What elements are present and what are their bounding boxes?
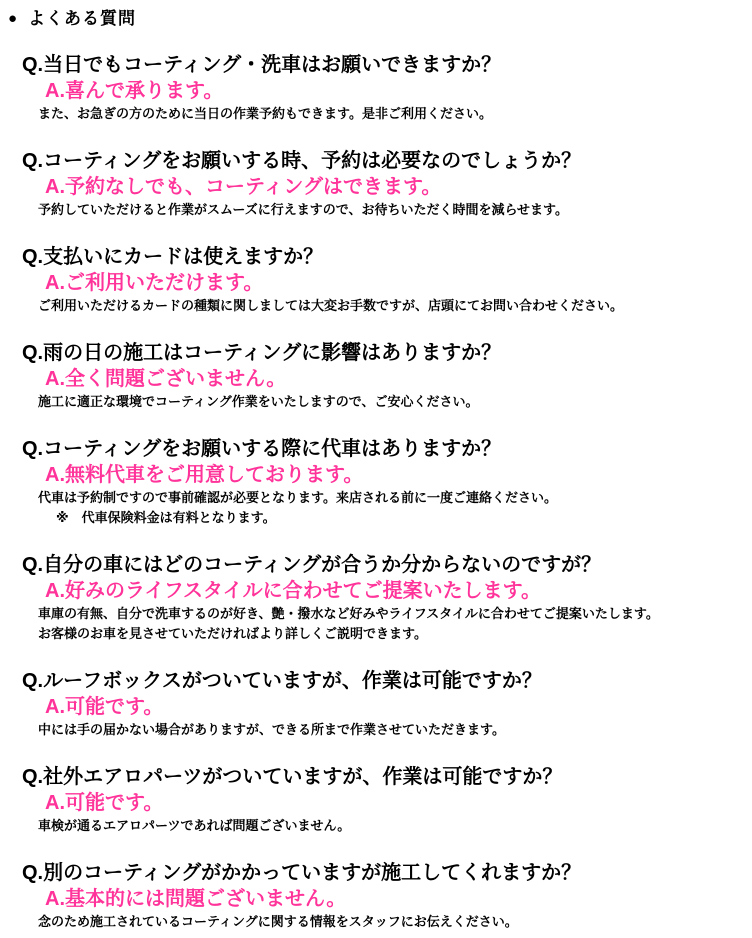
faq-answer: A.可能です。	[45, 792, 164, 814]
bullet-icon: ●	[8, 10, 18, 27]
page-header	[8, 8, 742, 30]
faq-question: Q.ルーフボックスがついていますが、作業は可能ですか？	[22, 670, 542, 692]
faq-answer: A.無料代車をご用意しております。	[45, 464, 364, 486]
faq-note: 代車は予約制ですので事前確認が必要となります。来店される前に一度ご連絡ください。	[38, 490, 557, 505]
page-title: よくある質問	[28, 9, 137, 28]
faq-question: Q.支払いにカードは使えますか？	[22, 246, 324, 268]
faq-note: 予約していただけると作業がスムーズに行えますので、お待ちいただく時間を減らせます。	[38, 202, 569, 217]
faq-answer: A.ご利用いただけます。	[45, 272, 264, 294]
faq-question: Q.別のコーティングがかかっていますが施工してくれますか？	[22, 862, 582, 884]
faq-note: 車検が通るエアロパーツであれば問題ございません。	[38, 818, 351, 833]
faq-item	[22, 668, 742, 740]
faq-item	[22, 244, 742, 316]
faq-question: Q.雨の日の施工はコーティングに影響はありますか？	[22, 342, 502, 364]
faq-note: また、お急ぎの方のために当日の作業予約もできます。是非ご利用ください。	[38, 106, 492, 121]
faq-note: 念のため施工されているコーティングに関する情報をスタッフにお伝えください。	[38, 914, 518, 929]
faq-note: お客様のお車を見させていただければより詳しくご説明できます。	[38, 626, 427, 641]
faq-answer: A.可能です。	[45, 696, 164, 718]
faq-note: 中には手の届かない場合がありますが、できる所まで作業させていただきます。	[38, 722, 505, 737]
faq-item	[22, 436, 742, 528]
faq-question: Q.社外エアロパーツがついていますが、作業は可能ですか？	[22, 766, 563, 788]
faq-note: 車庫の有無、自分で洗車するのが好き、艶・撥水など好みやライフスタイルに合わせてご提案いたします。	[38, 606, 659, 621]
faq-item	[22, 552, 742, 644]
faq-answer: A.基本的には問題ございません。	[45, 888, 347, 910]
faq-question: Q.自分の車にはどのコーティングが合うか分からないのですが？	[22, 554, 602, 576]
faq-item	[22, 52, 742, 124]
faq-item	[22, 764, 742, 836]
faq-item	[22, 148, 742, 220]
faq-answer: A.喜んで承ります。	[45, 80, 224, 102]
faq-question: Q.コーティングをお願いする際に代車はありますか？	[22, 438, 502, 460]
faq-answer: A.予約なしでも、コーティングはできます。	[45, 176, 442, 198]
faq-note: 施工に適正な環境でコーティング作業をいたしますので、ご安心ください。	[38, 394, 479, 409]
faq-note: ご利用いただけるカードの種類に関しましては大変お手数ですが、店頭にてお問い合わせください。	[38, 298, 624, 313]
faq-note-asterisk: ※ 代車保険料金は有料となります。	[56, 510, 276, 525]
faq-item	[22, 860, 742, 932]
faq-list	[22, 52, 742, 932]
faq-item	[22, 340, 742, 412]
faq-question: Q.コーティングをお願いする時、予約は必要なのでしょうか？	[22, 150, 582, 172]
faq-question: Q.当日でもコーティング・洗車はお願いできますか？	[22, 54, 502, 76]
faq-answer: A.好みのライフスタイルに合わせてご提案いたします。	[45, 580, 541, 602]
faq-answer: A.全く問題ございません。	[45, 368, 287, 390]
